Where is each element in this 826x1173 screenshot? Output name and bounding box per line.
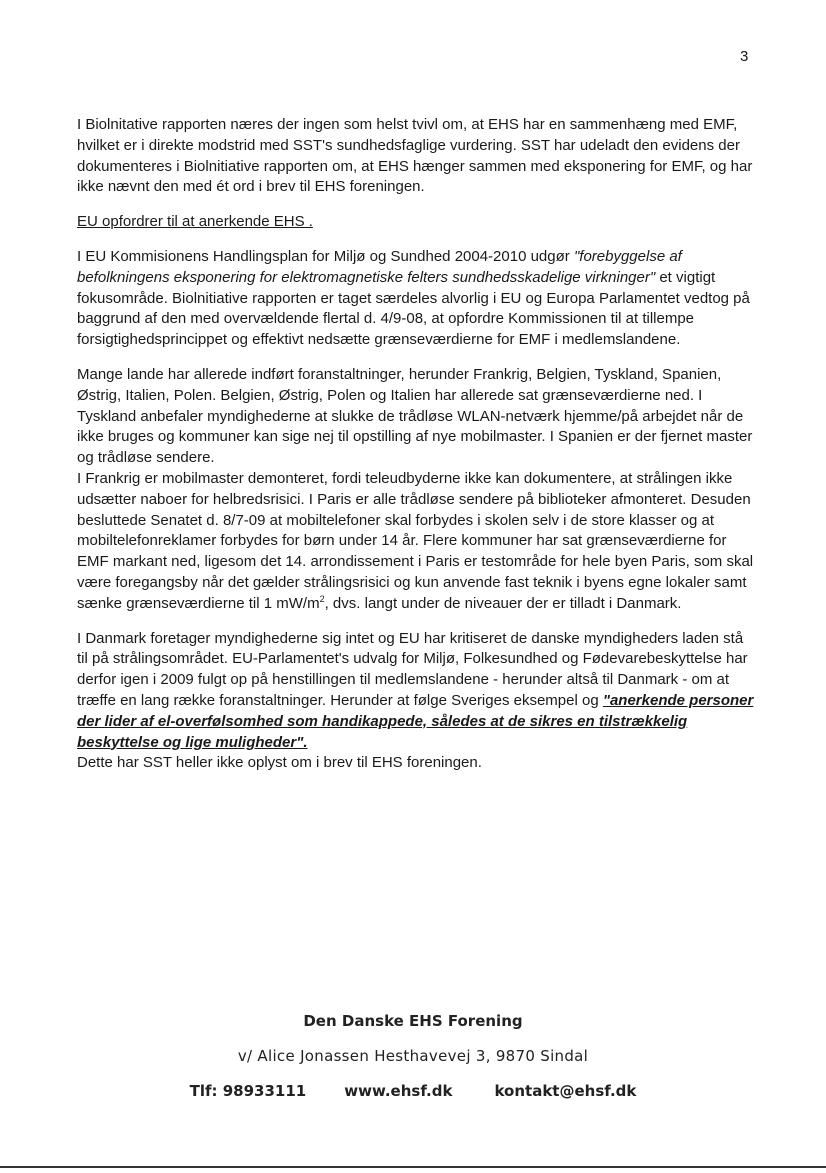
superscript: 2 — [319, 593, 325, 604]
text-run: I Danmark foretager myndighederne sig intet og EU har kritiseret de danske myndigheders laden stå til på strålingsområdet. EU-Parlamentet's udvalg for Miljø, Folkesundhed og Fødevarebeskyttelse har derfor igen i 2009 fulgt op på henstillingen til medlemslandene - herunder altså til Danmark - om at træffe en lang række foranstaltninger. Herunder at følge Sveriges eksempel og — [77, 629, 748, 709]
footer-email: kontakt@ehsf.dk — [494, 1082, 637, 1100]
emphasized-quote: "anerkende personer der lider af el-overfølsomhed som handikappede, således at de sikres en tilstrækkelig beskyttelse og lige muligheder". — [77, 691, 754, 751]
italic-quote: "forebyggelse af befolkningens eksponering for elektromagnetiske felters sundhedsskadelige virkninger" — [77, 247, 682, 286]
text-run: et vigtigt fokusområde. Biolnitiative rapporten er taget særdeles alvorlig i EU og Europa Parlamentet vedtog på baggrund af den med overvældende flertal d. 4/9-08, at opfordre Kommissionen til at tillempe forsigtighedsprincippet og effektivt nedsætte grænseværdierne for EMF i medlemslandene. — [77, 268, 750, 349]
footer-contacts — [0, 1082, 826, 1100]
footer-address: v/ Alice Jonassen Hesthavevej 3, 9870 Sindal — [237, 1047, 589, 1065]
paragraph-france — [77, 469, 757, 615]
paragraph-countries: Mange lande har allerede indført foranstaltninger, herunder Frankrig, Belgien, Tyskland, Spanien, Østrig, Italien, Polen. Belgien, Østrig, Polen og Italien har allerede sat grænseværdierne ned. I Tyskland anbefaler myndighederne at slukke de trådløse WLAN-netværk hjemme/på arbejdet når de ikke bruges og kommuner kan sige nej til opstilling af nye mobilmaster. I Spanien er der fjernet master og trådløse sendere. — [77, 365, 753, 467]
paragraph-eu-action-plan — [77, 247, 757, 351]
text-run: Dette har SST heller ikke oplyst om i brev til EHS foreningen. — [77, 754, 482, 772]
letter-body — [77, 115, 757, 788]
text-run: I Frankrig er mobilmaster demonteret, fordi teleudbyderne ikke kan dokumentere, at strålingen ikke udsætter naboer for helbredsrisici. I Paris er alle trådløse sendere på biblioteker afmonteret. Desuden besluttede Senatet d. 8/7-09 at mobiltelefoner skal forbydes i skolen selv i de store klasser og at mobiltelefonreklamer forbydes for børn under 14 år. Flere kommuner har sat grænseværdierne for EMF markant ned, ligesom det 14. arrondissement i Paris er testområde for hele byen Paris, som skal være foregangsby når det gælder strålingsrisici og kun anvende fast teknik i byens egne lokaler samt sænke grænseværdierne til 1 mW/m — [77, 469, 754, 612]
text-run: I EU Kommisionens Handlingsplan for Miljø og Sundhed 2004-2010 udgør — [77, 247, 574, 265]
text-run: , dvs. langt under de niveauer der er tilladt i Danmark. — [324, 594, 682, 612]
footer-organization: Den Danske EHS Forening — [303, 1012, 523, 1030]
paragraph-bioinitiative: I Biolnitative rapporten næres der ingen som helst tvivl om, at EHS har en sammenhæng med EMF, hvilket er i direkte modstrid med SST's sundhedsfaglige vurdering. SST har udeladt den evidens der dokumenteres i Biolnitiative rapporten om, at EHS hænger sammen med eksponering for EMF, og har ikke nævnt den med ét ord i brev til EHS foreningen. — [77, 116, 753, 196]
paragraph-denmark — [77, 629, 757, 775]
section-heading-eu: EU opfordrer til at anerkende EHS . — [77, 213, 313, 231]
page-number: 3 — [740, 48, 749, 65]
bottom-rule — [0, 1166, 826, 1168]
footer-website: www.ehsf.dk — [344, 1082, 453, 1100]
footer-phone: Tlf: 98933111 — [189, 1082, 307, 1100]
